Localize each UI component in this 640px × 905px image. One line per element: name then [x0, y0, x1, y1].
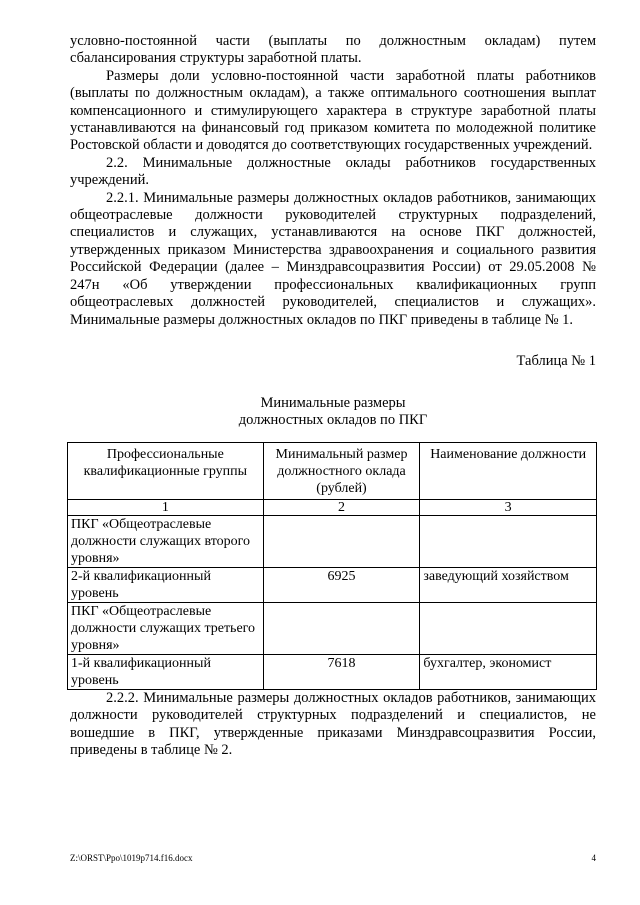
paragraph-2-2-2: 2.2.2. Минимальные размеры должностных окладов работников, занимающих должности руководителей структурных подразделений и специалистов, не вошедшие в ПКГ, утвержденные приказами Минздравсоцразвития России, приведены в таблице № 2.: [70, 689, 596, 758]
cell-group: 2-й квалификационный уровень: [68, 567, 264, 602]
column-number-1: 1: [68, 499, 264, 515]
document-page: [70, 33, 596, 759]
table-header-row: [68, 442, 597, 499]
salary-table: [67, 442, 597, 690]
table-title-line-1: Минимальные размеры: [260, 394, 406, 411]
table-row: [68, 567, 597, 602]
page-number: 4: [591, 853, 596, 863]
column-number-3: 3: [420, 499, 597, 515]
cell-position: [420, 602, 597, 654]
table-column-numbers-row: [68, 499, 597, 515]
table-number-label: Таблица № 1: [516, 352, 596, 369]
cell-group: ПКГ «Общеотраслевые должности служащих второго уровня»: [68, 515, 264, 567]
cell-position: [420, 515, 597, 567]
cell-group: ПКГ «Общеотраслевые должности служащих третьего уровня»: [68, 602, 264, 654]
cell-group: 1-й квалификационный уровень: [68, 654, 264, 689]
cell-salary: 6925: [263, 567, 420, 602]
paragraph-2-2-1: 2.2.1. Минимальные размеры должностных окладов работников, занимающих общеотраслевые должности руководителей структурных подразделений, специалистов и служащих, устанавливаются на основе ПКГ должностей, утвержденных приказом Министерства здравоохранения и социального развития Российской Федерации (далее – Минздравсоцразвития России) от 29.05.2008 № 247н «Об утверждении профессиональных квалификационных групп общеотраслевых должностей руководителей, специалистов и служащих». Минимальные размеры должностных окладов по ПКГ приведены в таблице № 1.: [70, 189, 596, 328]
table-row: [68, 602, 597, 654]
paragraph-2: Размеры доли условно-постоянной части заработной платы работников (выплаты по должностным окладам), а также оптимального соотношения выплат компенсационного и стимулирующего характера в структуре заработной платы устанавливаются на финансовый год приказом комитета по молодежной политике Ростовской области и доводятся до соответствующих государственных учреждений.: [70, 67, 596, 154]
cell-salary: [263, 515, 420, 567]
header-groups: Профессиональные квалификационные группы: [68, 442, 264, 499]
paragraph-1: условно-постоянной части (выплаты по должностным окладам) путем сбалансирования структуры заработной платы.: [70, 33, 596, 67]
header-salary: Минимальный размер должностного оклада (рублей): [263, 442, 420, 499]
cell-salary: [263, 602, 420, 654]
table-title: [70, 395, 596, 430]
cell-position: заведующий хозяйством: [420, 567, 597, 602]
column-number-2: 2: [263, 499, 420, 515]
page-footer: [70, 853, 596, 863]
table-row: [68, 654, 597, 689]
paragraph-2-2: 2.2. Минимальные должностные оклады работников государственных учреждений.: [70, 154, 596, 189]
table-row: [68, 515, 597, 567]
header-position: Наименование должности: [420, 442, 597, 499]
footer-file-path: Z:\ORST\Ppo\1019p714.f16.docx: [70, 853, 193, 863]
table-title-line-2: должностных окладов по ПКГ: [238, 412, 428, 429]
cell-position: бухгалтер, экономист: [420, 654, 597, 689]
cell-salary: 7618: [263, 654, 420, 689]
